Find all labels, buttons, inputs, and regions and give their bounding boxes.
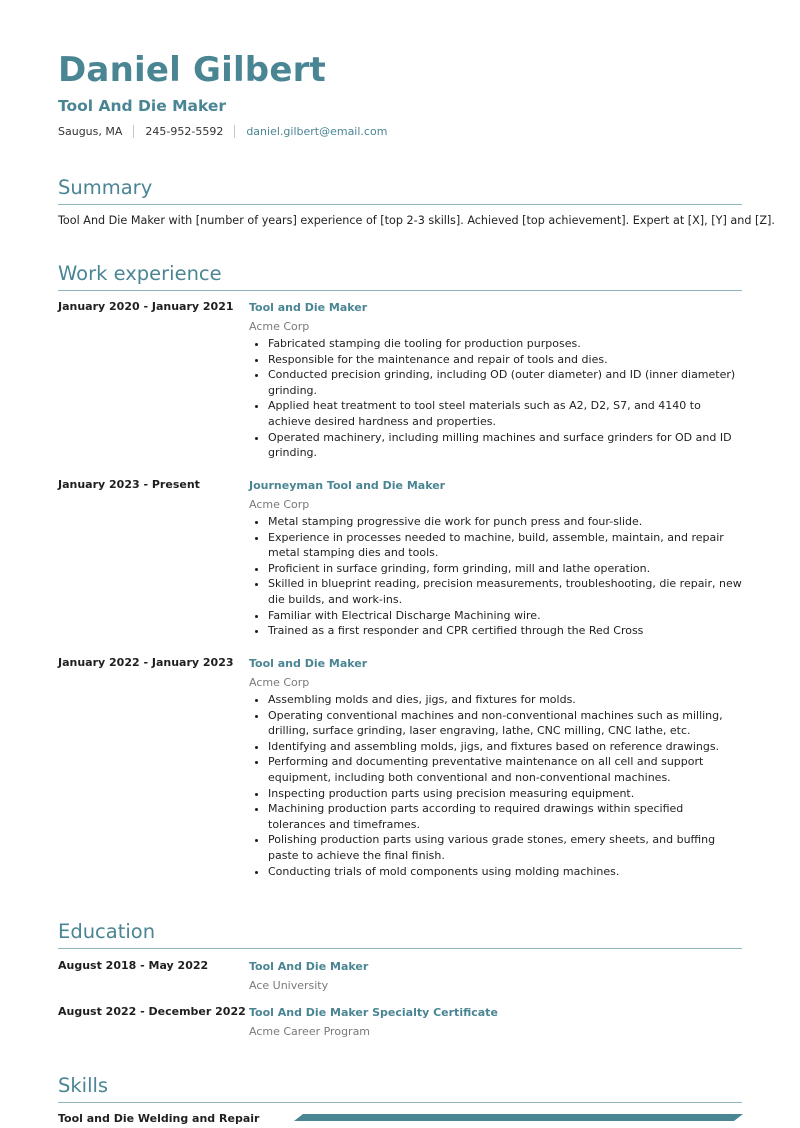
list-item: • Trained as a first responder and CPR certified through the Red Cross xyxy=(268,623,743,639)
summary-heading: Summary xyxy=(58,176,742,205)
education-date: August 2022 - December 2022 xyxy=(58,1005,246,1018)
work-role: Journeyman Tool and Die Maker xyxy=(249,479,446,492)
education-degree: Tool And Die Maker Specialty Certificate xyxy=(249,1006,498,1019)
email-link[interactable]: daniel.gilbert@email.com xyxy=(246,125,388,138)
education-degree: Tool And Die Maker xyxy=(249,960,369,973)
phone: 245-952-5592 xyxy=(145,125,224,138)
skills-heading: Skills xyxy=(58,1074,742,1103)
work-bullets xyxy=(249,514,743,639)
contact-divider xyxy=(234,125,235,138)
list-item: • Operated machinery, including milling machines and surface grinders for OD and ID grinding. xyxy=(268,430,743,461)
skill-name: Tool and Die Welding and Repair xyxy=(58,1112,260,1125)
work-company: Acme Corp xyxy=(249,498,310,511)
list-item: • Performing and documenting preventative maintenance on all cell and support equipment, including both conventional and non-conventional machines. xyxy=(268,754,743,785)
list-item: • Applied heat treatment to tool steel materials such as A2, D2, S7, and 4140 to achieve desired hardness and properties. xyxy=(268,398,743,429)
work-body xyxy=(249,656,743,879)
work-body xyxy=(249,300,743,461)
candidate-title: Tool And Die Maker xyxy=(58,97,227,115)
list-item: • Proficient in surface grinding, form grinding, mill and lathe operation. xyxy=(268,561,743,577)
list-item: • Identifying and assembling molds, jigs, and fixtures based on reference drawings. xyxy=(268,739,743,755)
list-item: • Fabricated stamping die tooling for production purposes. xyxy=(268,336,743,352)
work-date: January 2023 - Present xyxy=(58,478,200,491)
skill-row xyxy=(58,1112,742,1128)
location: Saugus, MA xyxy=(58,125,123,138)
list-item: • Experience in processes needed to machine, build, assemble, maintain, and repair metal stamping dies and tools. xyxy=(268,530,743,561)
list-item: • Conducted precision grinding, including OD (outer diameter) and ID (inner diameter) grinding. xyxy=(268,367,743,398)
list-item: • Metal stamping progressive die work for punch press and four-slide. xyxy=(268,514,743,530)
education-school: Acme Career Program xyxy=(249,1025,371,1038)
list-item: • Machining production parts according to required drawings within specified tolerances and timeframes. xyxy=(268,801,743,832)
work-company: Acme Corp xyxy=(249,676,310,689)
work-date: January 2020 - January 2021 xyxy=(58,300,234,313)
education-body xyxy=(249,1005,743,1039)
work-heading: Work experience xyxy=(58,262,742,291)
work-company: Acme Corp xyxy=(249,320,310,333)
education-heading: Education xyxy=(58,920,742,949)
work-date: January 2022 - January 2023 xyxy=(58,656,234,669)
list-item: • Assembling molds and dies, jigs, and fixtures for molds. xyxy=(268,692,743,708)
contact-line xyxy=(58,125,387,138)
list-item: • Operating conventional machines and non-conventional machines such as milling, drilling, surface grinding, laser engraving, lathe, CNC milling, CNC lathe, etc. xyxy=(268,708,743,739)
education-date: August 2018 - May 2022 xyxy=(58,959,209,972)
candidate-name: Daniel Gilbert xyxy=(58,50,327,90)
list-item: • Conducting trials of mold components using molding machines. xyxy=(268,864,743,880)
work-role: Tool and Die Maker xyxy=(249,301,368,314)
list-item: • Responsible for the maintenance and repair of tools and dies. xyxy=(268,352,743,368)
education-school: Ace University xyxy=(249,979,329,992)
list-item: • Skilled in blueprint reading, precision measurements, troubleshooting, die repair, new die builds, and work-ins. xyxy=(268,576,743,607)
skill-level-bar xyxy=(294,1114,743,1121)
contact-divider xyxy=(133,125,134,138)
skill-level-fill xyxy=(294,1114,743,1121)
education-body xyxy=(249,959,743,993)
work-role: Tool and Die Maker xyxy=(249,657,368,670)
work-bullets xyxy=(249,336,743,461)
work-body xyxy=(249,478,743,639)
work-bullets xyxy=(249,692,743,879)
summary-text: Tool And Die Maker with [number of years] experience of [top 2-3 skills]. Achieved [top achievement]. Expert at [X], [Y] and [Z]. xyxy=(58,214,775,227)
list-item: • Inspecting production parts using precision measuring equipment. xyxy=(268,786,743,802)
list-item: • Polishing production parts using various grade stones, emery sheets, and buffing paste to achieve the final finish. xyxy=(268,832,743,863)
list-item: • Familiar with Electrical Discharge Machining wire. xyxy=(268,608,743,624)
